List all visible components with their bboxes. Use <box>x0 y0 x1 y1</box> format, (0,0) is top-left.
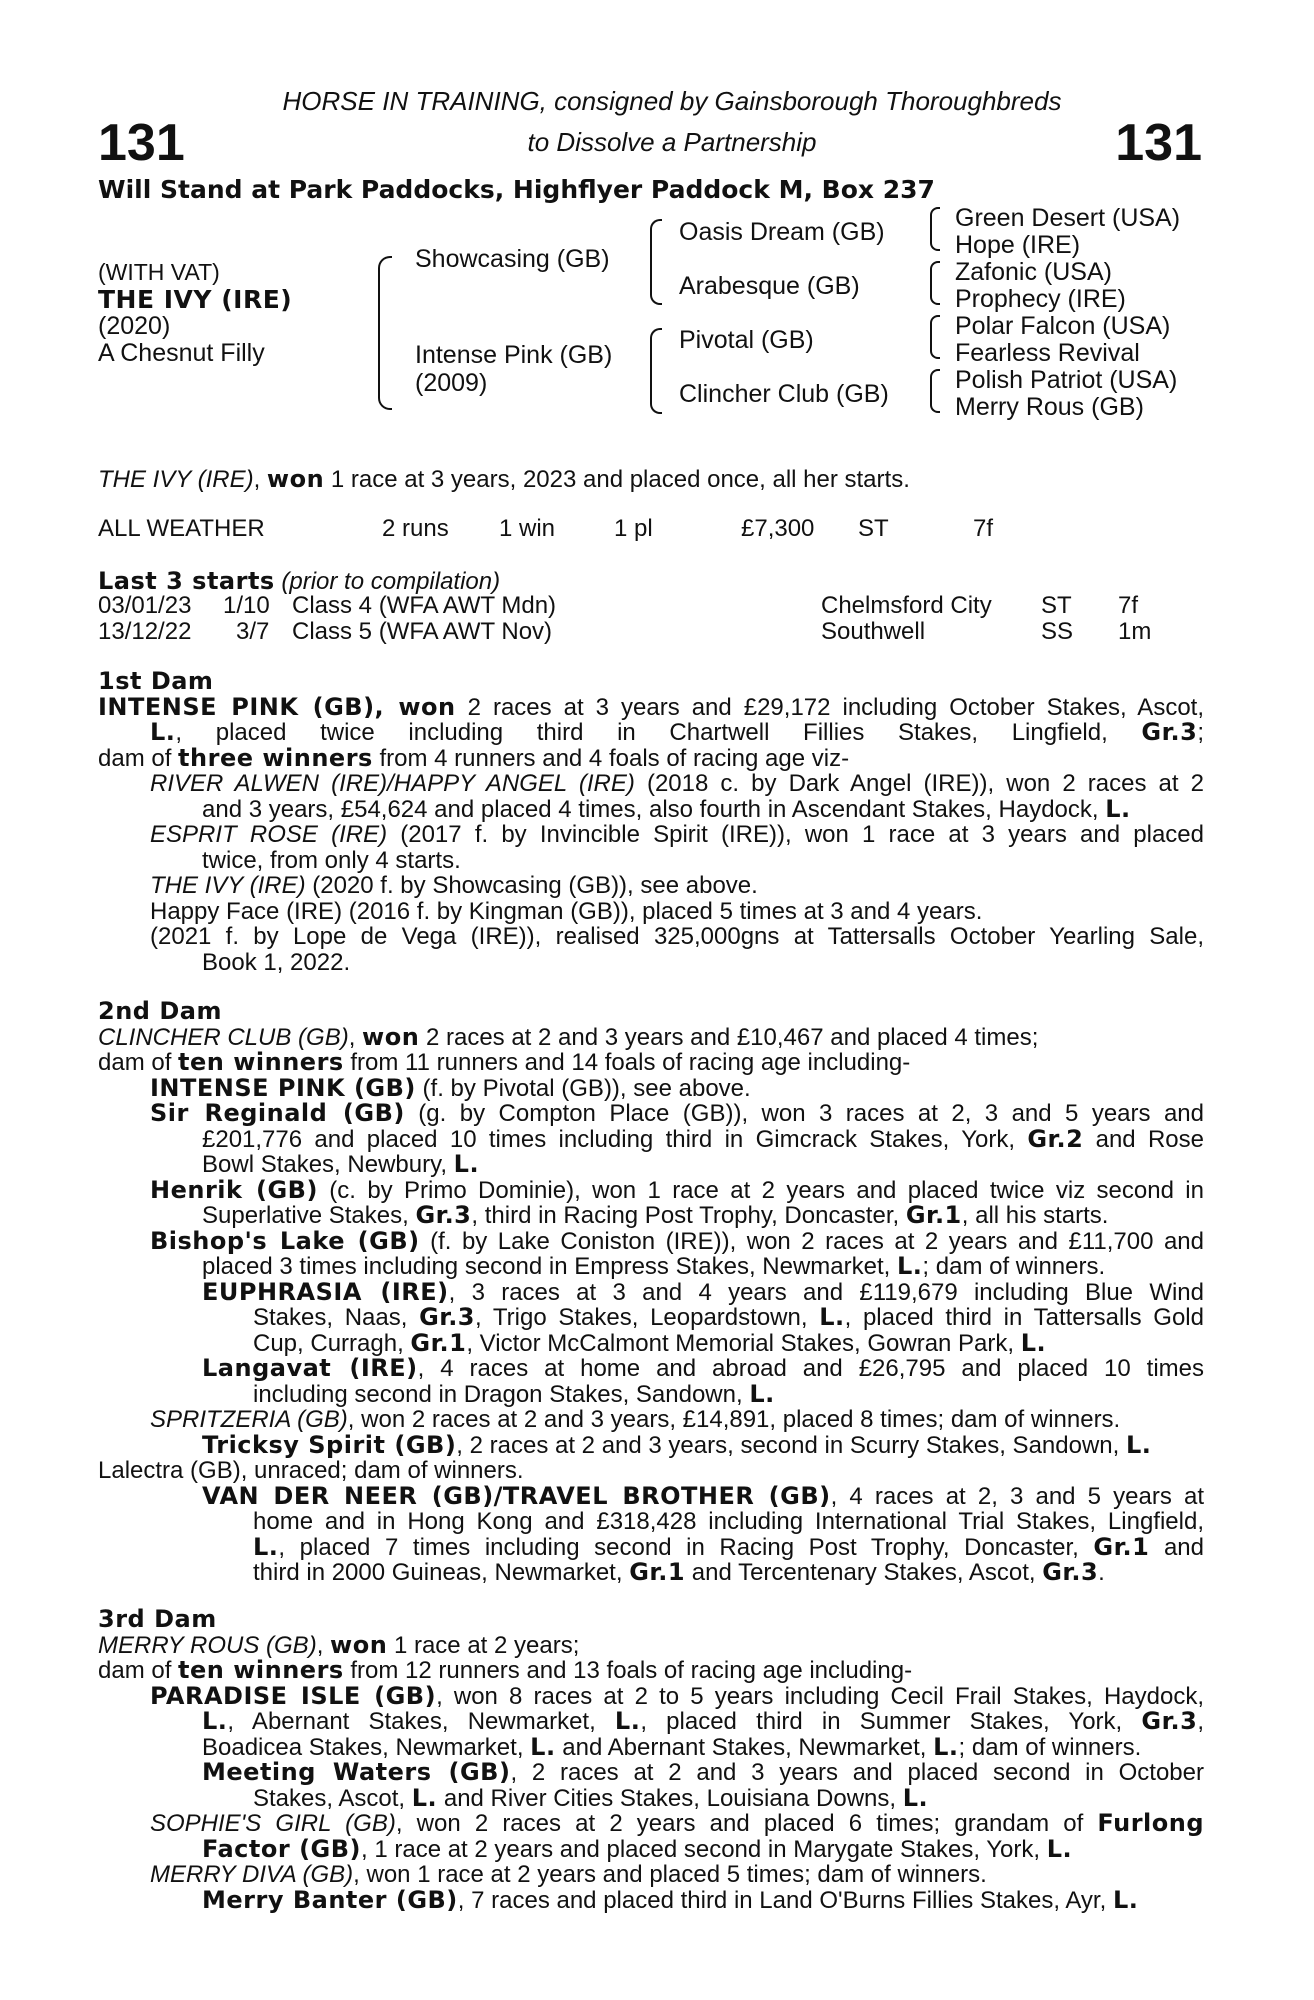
second-dam-line <box>98 1481 1204 1510</box>
listed-badge: L. <box>1046 1834 1073 1863</box>
text: , won 8 races at 2 to 5 years including Cecil Frail Stakes, Haydock, <box>436 1682 1204 1710</box>
foal-name: SPRITZERIA (GB) <box>150 1406 348 1433</box>
text: ; dam of winners. <box>922 1253 1106 1280</box>
third-dam-line <box>98 1783 1204 1812</box>
second-dam-line <box>98 1407 1204 1433</box>
listed-badge: L. <box>1105 794 1131 823</box>
first-dam-line <box>98 743 1204 772</box>
group-badge: Gr.3 <box>1042 1558 1099 1586</box>
foal-name: Tricksy Spirit (GB) <box>202 1430 457 1459</box>
pedigree-dam: Intense Pink (GB) <box>415 341 613 369</box>
text: , 2 races at 2 and 3 years, second in Scurry Stakes, Sandown, <box>456 1431 1126 1459</box>
text: (2017 f. by Invincible Spirit (IRE)), won 1 race at 3 years and placed <box>387 821 1204 848</box>
text: , <box>316 1631 331 1659</box>
foal-name: Langavat (IRE) <box>202 1354 418 1382</box>
second-dam-line: home and in Hong Kong and £318,428 including International Trial Stakes, Lingfield, <box>253 1508 1204 1535</box>
first-dam-line <box>98 720 1204 746</box>
text: from 4 runners and 4 foals of racing age viz- <box>372 744 850 772</box>
text: including second in Dragon Stakes, Sandown, <box>253 1380 750 1408</box>
text: and Abernant Stakes, Newmarket, <box>555 1733 934 1761</box>
text: (2020 f. by Showcasing (GB)), see above. <box>305 872 758 899</box>
foal-name: VAN DER NEER (GB)/TRAVEL BROTHER (GB) <box>202 1481 831 1510</box>
group-badge: Gr.1 <box>410 1328 467 1357</box>
second-dam-line <box>98 1356 1204 1382</box>
text: , 7 races and placed third in Land O'Burns Fillies Stakes, Ayr, <box>457 1886 1113 1914</box>
summary-horse-name: THE IVY (IRE) <box>98 466 254 493</box>
listed-badge: L. <box>902 1783 929 1812</box>
text: , won 1 race at 2 years and placed 5 times; dam of winners. <box>353 1861 987 1888</box>
text: , won 2 races at 2 and 3 years, £14,891, placed 8 times; dam of winners. <box>347 1406 1121 1433</box>
foal-name: Bishop's Lake (GB) <box>150 1226 420 1255</box>
winners-count: three winners <box>178 743 373 772</box>
pedigree-brace-g1 <box>930 207 940 251</box>
start-date: 03/01/23 <box>98 592 192 619</box>
vat-note: (WITH VAT) <box>98 259 220 285</box>
dam-name: CLINCHER CLUB (GB) <box>98 1023 349 1051</box>
pedigree-g7: Polish Patriot (USA) <box>955 366 1178 394</box>
pedigree-dam-sire: Pivotal (GB) <box>679 326 814 354</box>
pedigree-g8: Merry Rous (GB) <box>955 393 1144 421</box>
third-dam-line <box>98 1760 1204 1786</box>
first-dam-line <box>98 794 1204 823</box>
text: from 12 runners and 13 foals of racing age including- <box>343 1657 913 1684</box>
record-surface: ALL WEATHER <box>98 515 265 542</box>
group-badge: Gr.1 <box>629 1558 686 1586</box>
listed-badge: L. <box>896 1252 923 1280</box>
text: , Trigo Stakes, Leopardstown, <box>475 1304 820 1331</box>
first-dam-line <box>98 692 1204 721</box>
group-badge: Gr.3 <box>1141 1707 1198 1735</box>
record-wins: 1 win <box>499 515 556 542</box>
start-race: Class 4 (WFA AWT Mdn) <box>292 592 557 619</box>
text: placed 3 times including second in Empress Stakes, Newmarket, <box>202 1253 897 1280</box>
third-dam-heading: 3rd Dam <box>98 1605 217 1633</box>
text: , won 2 races at 2 years and placed 6 times; grandam of <box>395 1810 1098 1837</box>
second-dam-line <box>98 1254 1204 1280</box>
pedigree-dam-year: (2009) <box>415 369 488 397</box>
second-dam-line <box>98 1226 1204 1255</box>
pedigree-brace-sire <box>650 219 662 305</box>
second-dam-line <box>98 1379 1204 1408</box>
foal-name: Merry Banter (GB) <box>202 1885 458 1914</box>
second-dam-line <box>98 1022 1204 1051</box>
stable-location: Will Stand at Park Paddocks, Highflyer Paddock M, Box 237 <box>98 175 935 204</box>
text: dam of <box>98 1049 179 1076</box>
text: , 1 race at 2 years and placed second in Marygate Stakes, York, <box>361 1835 1047 1863</box>
foal-name: SOPHIE'S GIRL (GB) <box>150 1810 396 1837</box>
header-subtitle: to Dissolve a Partnership <box>527 127 817 157</box>
start-going: ST <box>1041 592 1072 619</box>
second-dam-line <box>98 1560 1204 1586</box>
foal-name: ESPRIT ROSE (IRE) <box>150 821 388 848</box>
start-position: 1/10 <box>223 592 270 619</box>
group-badge: Gr.2 <box>1027 1124 1084 1153</box>
second-dam-line <box>98 1175 1204 1204</box>
pedigree-g6: Fearless Revival <box>955 339 1140 367</box>
text: Cup, Curragh, <box>253 1329 411 1357</box>
text: Superlative Stakes, <box>202 1202 416 1229</box>
listed-badge: L. <box>1020 1328 1047 1357</box>
lot-number-right: 131 <box>1115 114 1202 172</box>
third-dam-line <box>98 1709 1204 1735</box>
text: Stakes, Ascot, <box>253 1784 412 1812</box>
first-dam-line <box>98 822 1204 848</box>
text: , <box>348 1023 363 1051</box>
text: 1 race at 2 years; <box>387 1631 580 1659</box>
won-label: won <box>330 1630 388 1659</box>
text: Bowl Stakes, Newbury, <box>202 1151 454 1178</box>
foal-name: Furlong <box>1097 1809 1205 1837</box>
start-distance: 1m <box>1118 618 1152 645</box>
text: (g. by Compton Place (GB)), won 3 races at 2, 3 and 5 years and <box>404 1100 1204 1127</box>
header-title: HORSE IN TRAINING, consigned by Gainsborough Thoroughbreds <box>282 86 1062 116</box>
horse-year: (2020) <box>98 312 171 340</box>
listed-badge: L. <box>614 1707 641 1735</box>
text: , 2 races at 2 and 3 years and placed second in October <box>510 1759 1204 1786</box>
text: , placed twice including third in Chartwell Fillies Stakes, Lingfield, <box>175 719 1142 746</box>
horse-name: THE IVY (IRE) <box>98 285 293 314</box>
text: , third in Racing Post Trophy, Doncaster, <box>471 1202 906 1229</box>
second-dam-line <box>98 1277 1204 1306</box>
first-dam-line: Book 1, 2022. <box>202 948 351 976</box>
pedigree-g2: Hope (IRE) <box>955 231 1081 259</box>
third-dam-line <box>98 1681 1204 1710</box>
text: , 3 races at 3 and 4 years and £119,679 including Blue Wind <box>448 1278 1204 1306</box>
text: from 11 runners and 14 foals of racing age including- <box>343 1049 911 1076</box>
text: Boadicea Stakes, Newmarket, <box>202 1733 531 1761</box>
text: third in 2000 Guineas, Newmarket, <box>253 1559 630 1586</box>
text: (c. by Primo Dominie), won 1 race at 2 years and placed twice viz second in <box>317 1176 1204 1204</box>
start-date: 13/12/22 <box>98 618 192 645</box>
text: dam of <box>98 744 179 772</box>
second-dam-line <box>98 1152 1204 1178</box>
text: , Abernant Stakes, Newmarket, <box>227 1708 615 1735</box>
second-dam-line <box>98 1203 1204 1229</box>
won-label: won <box>362 1022 420 1051</box>
group-badge: Gr.3 <box>415 1201 472 1229</box>
start-distance: 7f <box>1118 592 1139 619</box>
text: ; dam of winners. <box>958 1733 1142 1761</box>
text: , all his starts. <box>961 1202 1109 1229</box>
second-dam-line <box>98 1532 1204 1561</box>
first-dam-heading: 1st Dam <box>98 667 214 695</box>
text: (f. by Lake Coniston (IRE)), won 2 races at 2 years and £11,700 and <box>419 1227 1204 1255</box>
second-dam-line <box>98 1328 1204 1357</box>
group-badge: Gr.1 <box>1093 1532 1150 1561</box>
listed-badge: L. <box>1112 1885 1139 1914</box>
group-badge: Gr.3 <box>419 1303 476 1331</box>
pedigree-brace-main <box>378 256 392 410</box>
listed-badge: L. <box>253 1532 279 1561</box>
text: , placed third in Summer Stakes, York, <box>640 1708 1142 1735</box>
pedigree-sire-sire: Oasis Dream (GB) <box>679 218 885 246</box>
listed-badge: L. <box>749 1379 775 1408</box>
first-dam-section <box>98 669 1204 975</box>
pedigree-g3: Zafonic (USA) <box>955 258 1112 286</box>
pedigree-dam-dam: Clincher Club (GB) <box>679 380 889 408</box>
last-starts-note: (prior to compilation) <box>281 568 501 595</box>
pedigree-sire: Showcasing (GB) <box>415 245 610 273</box>
first-dam-line <box>98 873 1204 899</box>
third-dam-section <box>98 1607 1204 1913</box>
third-dam-line <box>98 1630 1204 1659</box>
foal-name: THE IVY (IRE) <box>150 872 306 899</box>
horse-description: A Chesnut Filly <box>98 339 265 367</box>
third-dam-line <box>98 1811 1204 1837</box>
second-dam-line <box>98 1124 1205 1153</box>
listed-badge: L. <box>1125 1430 1152 1459</box>
listed-badge: L. <box>819 1303 845 1331</box>
start-course: Chelmsford City <box>821 592 992 619</box>
third-dam-line <box>98 1834 1204 1863</box>
first-dam-line: (2021 f. by Lope de Vega (IRE)), realised 325,000gns at Tattersalls October Yearling Sale, <box>150 923 1204 950</box>
second-dam-line <box>98 1050 1204 1076</box>
listed-badge: L. <box>453 1150 480 1178</box>
winners-count: ten winners <box>178 1048 344 1076</box>
record-placed: 1 pl <box>614 515 653 542</box>
first-dam-line: twice, from only 4 starts. <box>202 846 461 874</box>
foal-name: PARADISE ISLE (GB) <box>150 1681 437 1710</box>
foal-name: Henrik (GB) <box>150 1175 318 1204</box>
text: , Victor McCalmont Memorial Stakes, Gowran Park, <box>466 1329 1021 1357</box>
third-dam-line <box>98 1885 1204 1914</box>
text: and 3 years, £54,624 and placed 4 times, also fourth in Ascendant Stakes, Haydock, <box>202 795 1106 823</box>
start-position: 3/7 <box>236 618 270 645</box>
group-badge: Gr.1 <box>905 1201 962 1229</box>
third-dam-line <box>98 1658 1204 1684</box>
listed-badge: L. <box>411 1783 438 1812</box>
record-prize: £7,300 <box>741 515 815 542</box>
second-dam-heading: 2nd Dam <box>98 997 222 1025</box>
summary-text: 1 race at 3 years, 2023 and placed once, all her starts. <box>330 466 910 493</box>
pedigree-brace-g4 <box>930 369 940 413</box>
first-dam-line <box>98 771 1204 797</box>
dam-name: MERRY ROUS (GB) <box>98 1631 317 1659</box>
record-going: ST <box>858 515 889 542</box>
second-dam-line <box>98 1305 1204 1331</box>
dam-name: INTENSE PINK (GB), won <box>98 692 456 721</box>
text: and <box>1149 1533 1204 1561</box>
pedigree-g1: Green Desert (USA) <box>955 204 1181 232</box>
foal-name: MERRY DIVA (GB) <box>150 1861 354 1888</box>
last-starts-title: Last 3 starts <box>98 567 275 595</box>
text: and Tercentenary Stakes, Ascot, <box>685 1559 1043 1586</box>
group-badge: Gr.3 <box>1141 718 1198 746</box>
record-distance: 7f <box>973 515 994 542</box>
text: , <box>1197 1708 1204 1735</box>
listed-badge: L. <box>933 1732 959 1761</box>
second-dam-section <box>98 999 1204 1586</box>
race-summary: THE IVY (IRE), won 1 race at 3 years, 2023 and placed once, all her starts. <box>98 465 910 493</box>
text: 2 races at 3 years and £29,172 including October Stakes, Ascot, <box>455 693 1204 721</box>
second-dam-line: Lalectra (GB), unraced; dam of winners. <box>98 1457 524 1484</box>
pedigree-g5: Polar Falcon (USA) <box>955 312 1171 340</box>
pedigree-g4: Prophecy (IRE) <box>955 285 1126 313</box>
text: (2018 c. by Dark Angel (IRE)), won 2 races at 2 <box>634 770 1204 797</box>
foal-name: RIVER ALWEN (IRE)/HAPPY ANGEL (IRE) <box>150 770 635 797</box>
record-runs: 2 runs <box>382 515 449 542</box>
text: and River Cities Stakes, Louisiana Downs, <box>437 1784 903 1812</box>
first-dam-line: Happy Face (IRE) (2016 f. by Kingman (GB)), placed 5 times at 3 and 4 years. <box>150 897 983 925</box>
foal-name: Factor (GB) <box>202 1834 361 1863</box>
second-dam-line <box>98 1073 1204 1102</box>
winners-count: ten winners <box>178 1656 344 1684</box>
pedigree-sire-dam: Arabesque (GB) <box>679 272 860 300</box>
start-going: SS <box>1041 618 1074 645</box>
text: , 4 races at home and abroad and £26,795 and placed 10 times <box>417 1355 1205 1382</box>
summary-won: won <box>266 465 325 493</box>
lot-number-left: 131 <box>98 114 185 172</box>
start-race: Class 5 (WFA AWT Nov) <box>292 618 553 645</box>
text: , placed 7 times including second in Racing Post Trophy, Doncaster, <box>278 1533 1094 1561</box>
text: ; <box>1197 719 1204 746</box>
pedigree-brace-g3 <box>930 315 940 359</box>
text: Stakes, Naas, <box>253 1304 420 1331</box>
text: . <box>1098 1559 1105 1586</box>
foal-name: EUPHRASIA (IRE) <box>202 1277 449 1306</box>
foal-name: Meeting Waters (GB) <box>202 1758 511 1786</box>
third-dam-line <box>98 1732 1204 1761</box>
pedigree-brace-g2 <box>930 261 940 305</box>
start-course: Southwell <box>821 618 926 645</box>
listed-badge: L. <box>530 1732 556 1761</box>
text: and Rose <box>1083 1125 1205 1153</box>
text: 2 races at 2 and 3 years and £10,467 and placed 4 times; <box>419 1023 1039 1051</box>
text: (f. by Pivotal (GB)), see above. <box>415 1074 751 1102</box>
listed-badge: L. <box>202 1707 228 1735</box>
text: , placed third in Tattersalls Gold <box>844 1304 1204 1331</box>
third-dam-line <box>98 1862 1204 1888</box>
second-dam-line <box>98 1101 1204 1127</box>
foal-name: Sir Reginald (GB) <box>150 1099 405 1127</box>
listed-badge: L. <box>150 718 176 746</box>
text: , 4 races at 2, 3 and 5 years at <box>830 1482 1204 1510</box>
foal-name: INTENSE PINK (GB) <box>150 1073 416 1102</box>
text: £201,776 and placed 10 times including third in Gimcrack Stakes, York, <box>202 1125 1028 1153</box>
text: dam of <box>98 1657 179 1684</box>
second-dam-line <box>98 1430 1204 1459</box>
pedigree-brace-dam <box>650 328 662 414</box>
